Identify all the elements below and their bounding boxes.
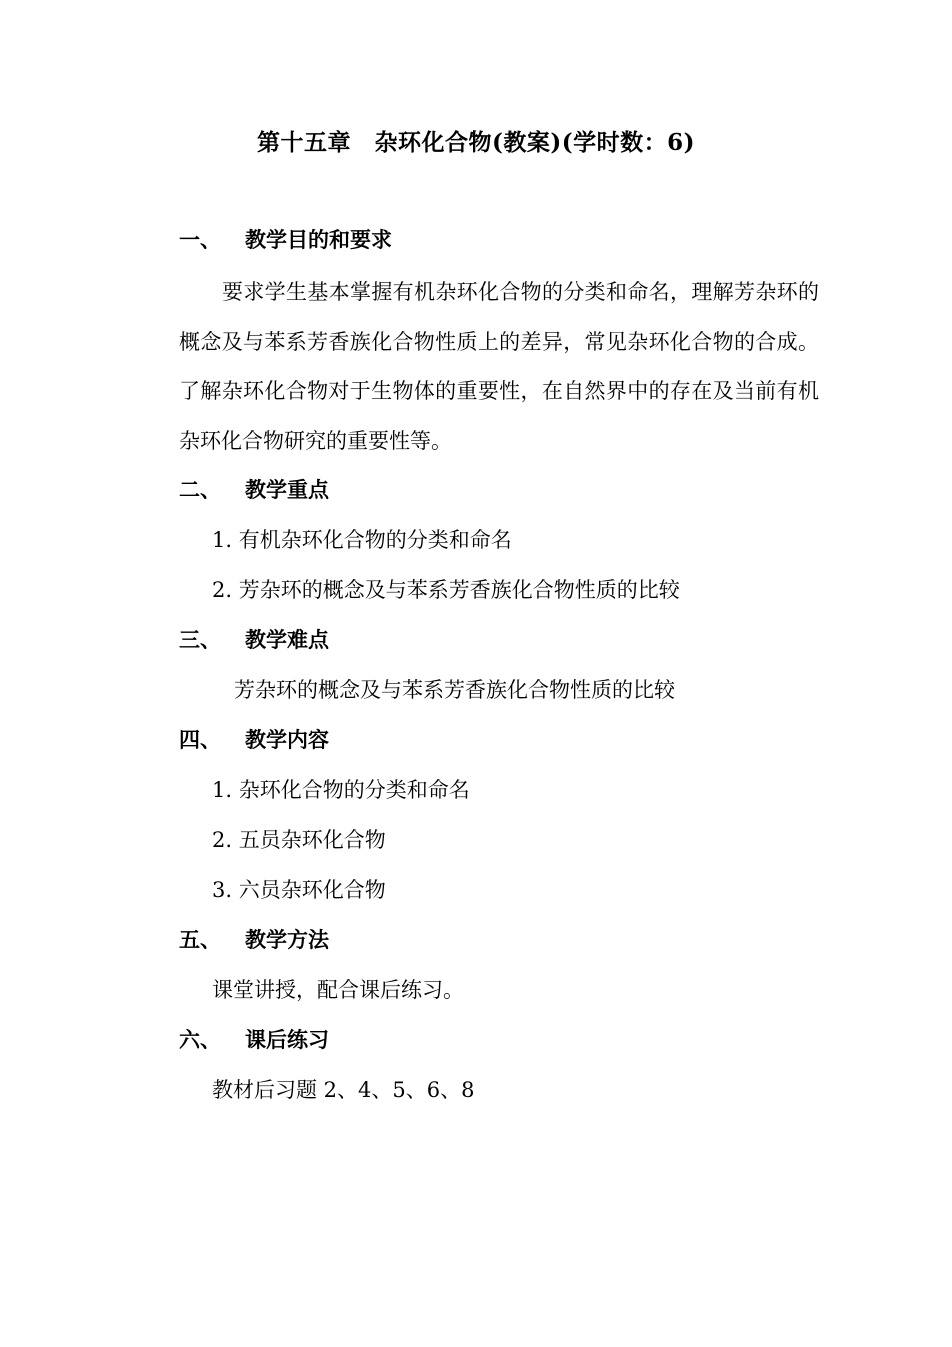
list-item: 2. 芳杂环的概念及与苯系芳香族化合物性质的比较	[212, 578, 680, 602]
section-heading-5	[179, 924, 329, 956]
section-heading-2	[179, 474, 329, 506]
section-number: 一、	[179, 227, 221, 252]
section-title: 教学难点	[245, 627, 329, 652]
section-6-text: 教材后习题 2、4、5、6、8	[212, 1078, 475, 1102]
section-number: 六、	[179, 1027, 221, 1052]
section-title: 教学方法	[245, 927, 329, 952]
section-title: 课后练习	[245, 1027, 329, 1052]
section-number: 三、	[179, 627, 221, 652]
section-title: 教学重点	[245, 477, 329, 502]
section-1-paragraph: 要求学生基本掌握有机杂环化合物的分类和命名，理解芳杂环的概念及与苯系芳香族化合物性质上的差异，常见杂环化合物的合成。了解杂环化合物对于生物体的重要性，在自然界中的存在及当前有机杂环化合物研究的重要性等。	[179, 280, 819, 453]
list-item: 1. 有机杂环化合物的分类和命名	[212, 528, 512, 552]
section-number: 四、	[179, 727, 221, 752]
document-title: 第十五章 杂环化合物(教案)(学时数：6)	[256, 129, 696, 156]
section-number: 五、	[179, 927, 221, 952]
section-title: 教学内容	[245, 727, 329, 752]
section-3-text: 芳杂环的概念及与苯系芳香族化合物性质的比较	[234, 678, 675, 702]
section-heading-3	[179, 624, 329, 656]
section-5-text: 课堂讲授，配合课后练习。	[212, 978, 464, 1002]
section-heading-4	[179, 724, 329, 756]
list-item: 1. 杂环化合物的分类和命名	[212, 778, 470, 802]
list-item: 3. 六员杂环化合物	[212, 878, 386, 902]
section-heading-6	[179, 1024, 329, 1056]
section-title: 教学目的和要求	[245, 227, 392, 252]
section-heading-1	[179, 224, 392, 256]
list-item: 2. 五员杂环化合物	[212, 828, 386, 852]
section-number: 二、	[179, 477, 221, 502]
